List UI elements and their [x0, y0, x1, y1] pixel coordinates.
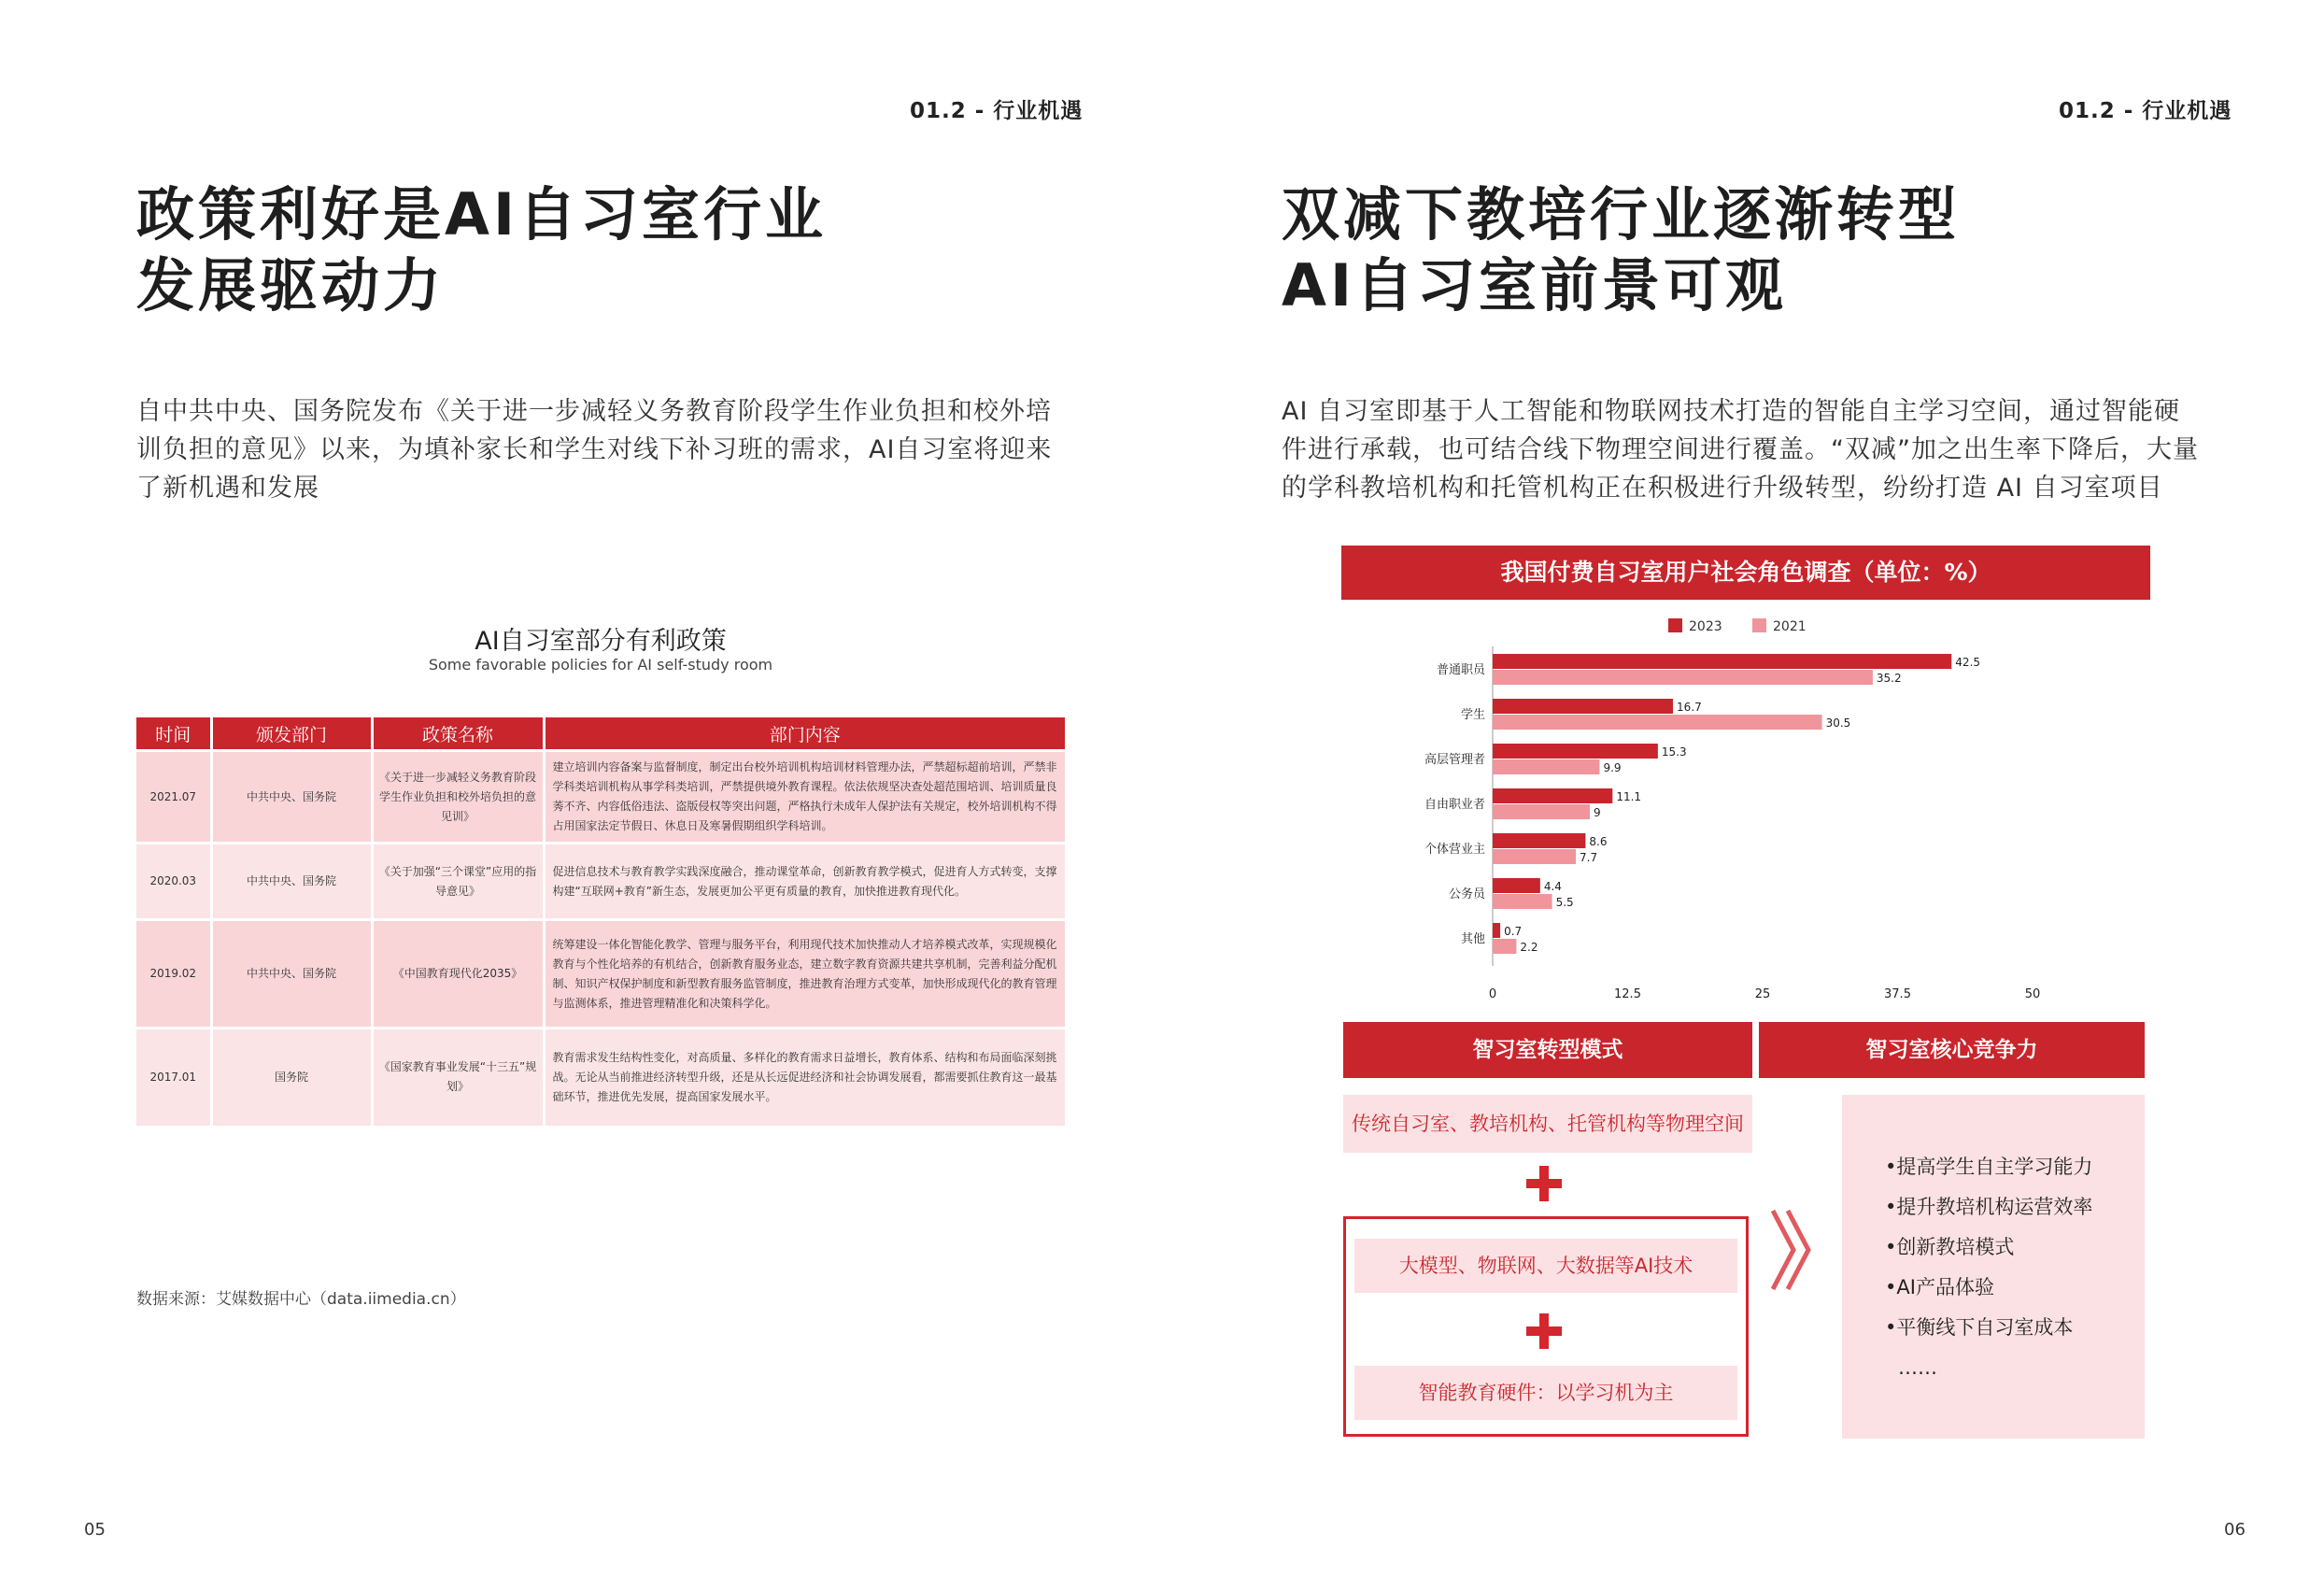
bar-2023	[1493, 788, 1612, 803]
core-list	[1885, 1147, 2092, 1388]
section-label-right: 01.2 - 行业机遇	[2059, 99, 2232, 123]
transform-item-hardware: 智能教育硬件：以学习机为主	[1354, 1366, 1737, 1420]
cell-content: 促进信息技术与教育教学实践深度融合，推动课堂革命，创新教育教学模式，促进育人方式转变，支撑构建“互联网+教育”新生态，发展更加公平更有质量的教育，加快推进教育现代化。	[544, 844, 1065, 920]
bar-2023	[1493, 833, 1585, 848]
x-tick-label: 12.5	[1614, 987, 1641, 998]
intro-right	[1282, 392, 2225, 507]
data-label-2023: 42.5	[1955, 656, 1981, 669]
legend-swatch-2023	[1668, 618, 1682, 632]
core-item: •平衡线下自习室成本	[1885, 1316, 2074, 1339]
table-row	[136, 1029, 1065, 1126]
cell-policy: 《国家教育事业发展“十三五”规划》	[372, 1029, 544, 1126]
legend-swatch-2021	[1752, 618, 1766, 632]
page-number-right: 06	[2224, 1520, 2246, 1539]
table-row	[136, 920, 1065, 1029]
table-subtitle: Some favorable policies for AI self-study room	[428, 656, 773, 674]
cell-dept: 中共中央、国务院	[211, 751, 372, 844]
data-label-2021: 2.2	[1520, 941, 1538, 954]
x-tick-label: 50	[2024, 987, 2041, 998]
core-item: ……	[1898, 1356, 1937, 1379]
intro-line: AI 自习室即基于人工智能和物联网技术打造的智能自主学习空间，通过智能硬	[1282, 397, 2181, 426]
cell-date: 2017.01	[136, 1029, 211, 1126]
bar-2023	[1493, 744, 1658, 759]
data-label-2023: 8.6	[1589, 835, 1608, 848]
column-header: 颁发部门	[211, 717, 372, 751]
data-label-2021: 35.2	[1876, 672, 1902, 685]
cell-content: 教育需求发生结构性变化，对高质量、多样化的教育需求日益增长，教育体系、结构和布局面临深刻挑战。无论从当前推进经济转型升级，还是从长远促进经济和社会协调发展看，都需要抓住教育这一最基础环节，推进优先发展，提高国家发展水平。	[544, 1029, 1065, 1126]
social-role-bar-chart	[1341, 605, 2150, 998]
category-label: 个体营业主	[1424, 843, 1485, 857]
bar-2023	[1493, 878, 1540, 893]
data-label-2023: 11.1	[1616, 790, 1642, 803]
data-label-2021: 5.5	[1555, 896, 1574, 909]
core-item: •提高学生自主学习能力	[1885, 1156, 2093, 1178]
data-label-2021: 30.5	[1825, 716, 1851, 730]
headline-line-1: 双减下教培行业逐渐转型	[1282, 180, 1961, 248]
transform-item-ai-tech: 大模型、物联网、大数据等AI技术	[1354, 1239, 1737, 1293]
core-item: •AI产品体验	[1885, 1276, 1994, 1298]
bar-2021	[1493, 894, 1552, 909]
cell-policy: 《关于加强“三个课堂”应用的指导意见》	[372, 844, 544, 920]
core-item: •创新教培模式	[1885, 1236, 2015, 1258]
section-label-left: 01.2 - 行业机遇	[910, 99, 1084, 123]
intro-line: 了新机遇和发展	[136, 474, 319, 503]
category-label: 自由职业者	[1424, 798, 1485, 812]
plus-icon	[1526, 1313, 1562, 1349]
x-tick-label: 37.5	[1884, 987, 1911, 998]
core-competitiveness-header: 智习室核心竞争力	[1759, 1022, 2145, 1078]
bar-2021	[1493, 759, 1599, 774]
category-label: 学生	[1460, 708, 1485, 722]
headline-line-2: AI自习室前景可观	[1282, 251, 1788, 319]
core-item: •提升教培机构运营效率	[1885, 1196, 2093, 1218]
cell-content: 建立培训内容备案与监督制度，制定出台校外培训机构培训材料管理办法，严禁超标超前培训，严禁非学科类培训机构从事学科类培训，严禁提供境外教育课程。依法依规坚决查处超范围培训、培训质量良莠不齐、内容低俗违法、盗版侵权等突出问题，严格执行未成年人保护法有关规定，校外培训机构不得占用国家法定节假日、休息日及寒暑假期组织学科培训。	[544, 751, 1065, 844]
bar-2023	[1493, 923, 1500, 938]
data-source: 数据来源：艾媒数据中心（data.iimedia.cn）	[136, 1290, 466, 1309]
intro-line: 自中共中央、国务院发布《关于进一步减轻义务教育阶段学生作业负担和校外培	[136, 397, 1052, 426]
page-number-left: 05	[84, 1520, 106, 1539]
category-label: 高层管理者	[1424, 753, 1485, 767]
x-tick-label: 25	[1754, 987, 1771, 998]
data-label-2021: 7.7	[1580, 851, 1598, 864]
policy-table-wrap	[136, 717, 1065, 1126]
intro-left	[136, 392, 1070, 507]
headline-right	[1282, 179, 1960, 321]
data-label-2023: 15.3	[1661, 745, 1687, 759]
data-label-2023: 16.7	[1677, 701, 1702, 714]
table-header-row	[136, 717, 1065, 751]
table-row	[136, 751, 1065, 844]
cell-dept: 中共中央、国务院	[211, 844, 372, 920]
headline-left	[136, 179, 827, 321]
bar-2021	[1493, 804, 1590, 819]
x-tick-label: 0	[1488, 987, 1497, 998]
cell-dept: 国务院	[211, 1029, 372, 1126]
plus-icon	[1526, 1166, 1562, 1201]
legend-label-2021: 2021	[1773, 619, 1807, 634]
category-label: 其他	[1460, 932, 1485, 946]
bar-2023	[1493, 654, 1951, 669]
transform-mode-header: 智习室转型模式	[1343, 1022, 1752, 1078]
column-header: 时间	[136, 717, 211, 751]
data-label-2021: 9	[1594, 806, 1601, 819]
bar-2021	[1493, 670, 1873, 685]
cell-policy: 《中国教育现代化2035》	[372, 920, 544, 1029]
headline-line-2: 发展驱动力	[136, 251, 446, 319]
cell-content: 统筹建设一体化智能化教学、管理与服务平台，利用现代技术加快推动人才培养模式改革，实现规模化教育与个性化培养的有机结合，创新教育服务业态，建立数字教育资源共建共享机制，完善利益分配机制、知识产权保护制度和新型教育服务监管制度，推进教育治理方式变革，加快形成现代化的教育管理与监测体系，推进管理精准化和决策科学化。	[544, 920, 1065, 1029]
legend-label-2023: 2023	[1689, 619, 1722, 634]
table-row	[136, 844, 1065, 920]
cell-dept: 中共中央、国务院	[211, 920, 372, 1029]
cell-date: 2019.02	[136, 920, 211, 1029]
bar-2023	[1493, 699, 1673, 714]
category-label: 公务员	[1448, 887, 1485, 901]
cell-date: 2021.07	[136, 751, 211, 844]
column-header: 部门内容	[544, 717, 1065, 751]
headline-line-1: 政策利好是AI自习室行业	[136, 180, 828, 248]
table-title: AI自习室部分有利政策	[475, 627, 727, 656]
chart-title-banner: 我国付费自习室用户社会角色调查（单位：%）	[1341, 546, 2150, 600]
bar-2021	[1493, 939, 1516, 954]
data-label-2021: 9.9	[1603, 761, 1622, 774]
data-label-2023: 0.7	[1504, 925, 1523, 938]
double-chevron-right-icon	[1769, 1207, 1816, 1293]
intro-line: 件进行承载，也可结合线下物理空间进行覆盖。“双减”加之出生率下降后，大量	[1282, 435, 2199, 464]
column-header: 政策名称	[372, 717, 544, 751]
category-label: 普通职员	[1436, 663, 1485, 677]
bar-2021	[1493, 849, 1576, 864]
transform-item-physical-space: 传统自习室、教培机构、托管机构等物理空间	[1343, 1095, 1752, 1153]
cell-policy: 《关于进一步减轻义务教育阶段学生作业负担和校外培负担的意见训》	[372, 751, 544, 844]
cell-date: 2020.03	[136, 844, 211, 920]
intro-line: 训负担的意见》以来，为填补家长和学生对线下补习班的需求，AI自习室将迎来	[136, 435, 1053, 464]
bar-2021	[1493, 715, 1822, 730]
core-competitiveness-box	[1842, 1095, 2145, 1439]
policy-table	[136, 717, 1065, 1126]
intro-line: 的学科教培机构和托管机构正在积极进行升级转型，纷纷打造 AI 自习室项目	[1282, 474, 2163, 503]
data-label-2023: 4.4	[1543, 880, 1562, 893]
